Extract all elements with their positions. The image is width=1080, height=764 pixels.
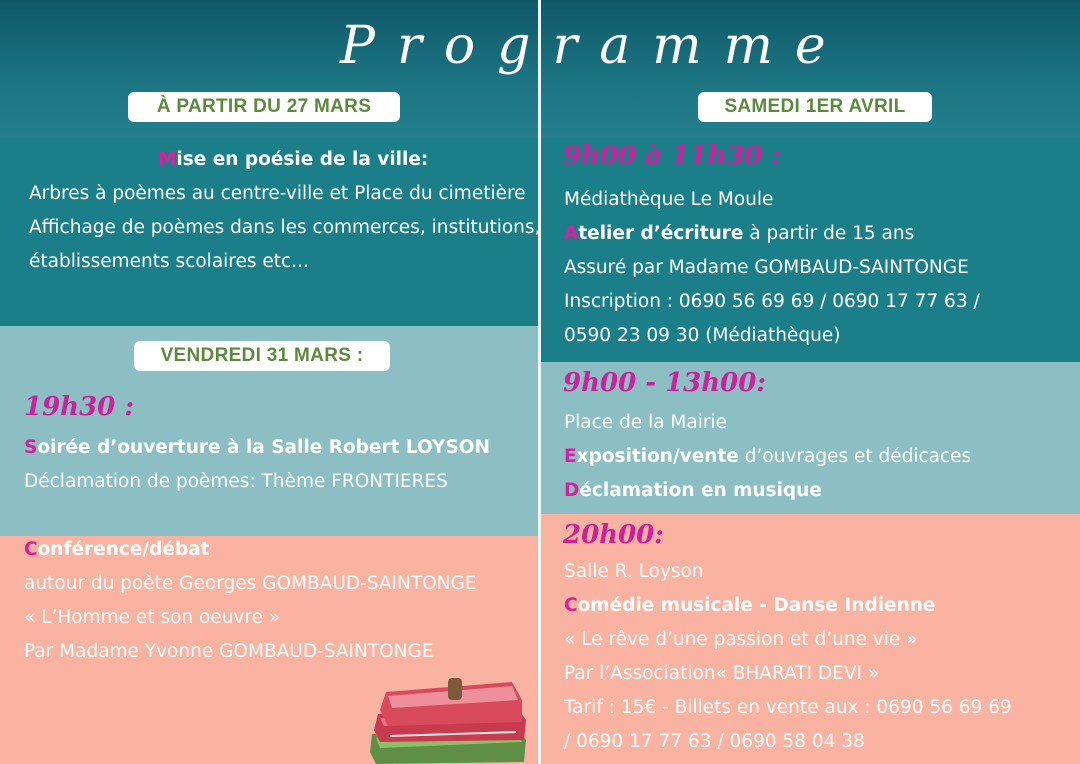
- event-initial: E: [564, 446, 577, 467]
- right-section3-line-3: Tarif : 15€ - Billets en vente aux : 0690 56 69 69: [564, 697, 1012, 718]
- event-rest: oirée d’ouverture à la Salle Robert LOYSON: [37, 437, 490, 458]
- event-tail: à partir de 15 ans: [743, 223, 915, 244]
- left-section3-line-1: autour du poète Georges GOMBAUD-SAINTONGE: [24, 573, 477, 594]
- time-19h30: 19h30 :: [24, 392, 134, 422]
- event-tail: d’ouvrages et dédicaces: [738, 446, 972, 467]
- time-9h00-13h00: 9h00 - 13h00:: [563, 368, 766, 398]
- event-initial: S: [24, 437, 38, 458]
- right-section3-line-1: « Le rêve d’une passion et d’une vie »: [564, 629, 918, 650]
- right-section2-event-1: [564, 440, 971, 474]
- heading-rest: onférence/débat: [37, 539, 210, 560]
- left-section1-line-3: établissements scolaires etc...: [29, 251, 309, 272]
- date-pill-1er-avril: SAMEDI 1ER AVRIL: [698, 92, 932, 122]
- event-bold: éclamation en musique: [579, 480, 822, 501]
- event-bold: telier d’écriture: [578, 223, 744, 244]
- time-9h00-11h30: 9h00 à 11h30 :: [563, 141, 782, 171]
- left-section1-heading: [158, 143, 428, 177]
- event-bold: xposition/vente: [576, 446, 739, 467]
- column-divider: [538, 0, 541, 764]
- time-20h00: 20h00:: [563, 520, 664, 550]
- right-section1-line-2: Inscription : 0690 56 69 69 / 0690 17 77 63 /: [564, 291, 980, 312]
- left-section2-event: [24, 431, 490, 465]
- left-section3-heading: [24, 533, 210, 567]
- right-section1-place: Médiathèque Le Moule: [564, 189, 774, 210]
- left-section3-line-2: « L’Homme et son oeuvre »: [24, 607, 281, 628]
- right-section3-line-2: Par l’Association« BHARATI DEVI »: [564, 663, 880, 684]
- date-pill-31-mars: VENDREDI 31 MARS :: [134, 341, 390, 371]
- event-initial: A: [564, 223, 579, 244]
- right-section1-line-3: 0590 23 09 30 (Médiathèque): [564, 325, 841, 346]
- left-section2-line: Déclamation de poèmes: Thème FRONTIERES: [24, 471, 448, 492]
- right-section1-event: [564, 217, 914, 251]
- right-section3-place: Salle R. Loyson: [564, 561, 704, 582]
- left-section1-line-2: Affichage de poèmes dans les commerces, institutions,: [29, 217, 541, 238]
- heading-initial: C: [24, 539, 38, 560]
- right-section2-event-2: [564, 474, 822, 508]
- right-section2-place: Place de la Mairie: [564, 412, 727, 433]
- books-illustration: [366, 676, 530, 764]
- event-initial: D: [564, 480, 580, 501]
- page-title: Programme: [340, 16, 848, 76]
- heading-initial: M: [158, 149, 177, 170]
- event-bold: omédie musicale - Danse Indienne: [577, 595, 936, 616]
- right-section1-line-1: Assuré par Madame GOMBAUD-SAINTONGE: [564, 257, 969, 278]
- event-initial: C: [564, 595, 578, 616]
- date-pill-27-mars: À PARTIR DU 27 MARS: [128, 92, 400, 122]
- left-section1-line-1: Arbres à poèmes au centre-ville et Place du cimetière: [29, 183, 526, 204]
- right-section3-event: [564, 589, 935, 623]
- right-section3-line-4: / 0690 17 77 63 / 0690 58 04 38: [564, 731, 865, 752]
- heading-rest: ise en poésie de la ville:: [176, 149, 429, 170]
- left-section3-line-3: Par Madame Yvonne GOMBAUD-SAINTONGE: [24, 641, 434, 662]
